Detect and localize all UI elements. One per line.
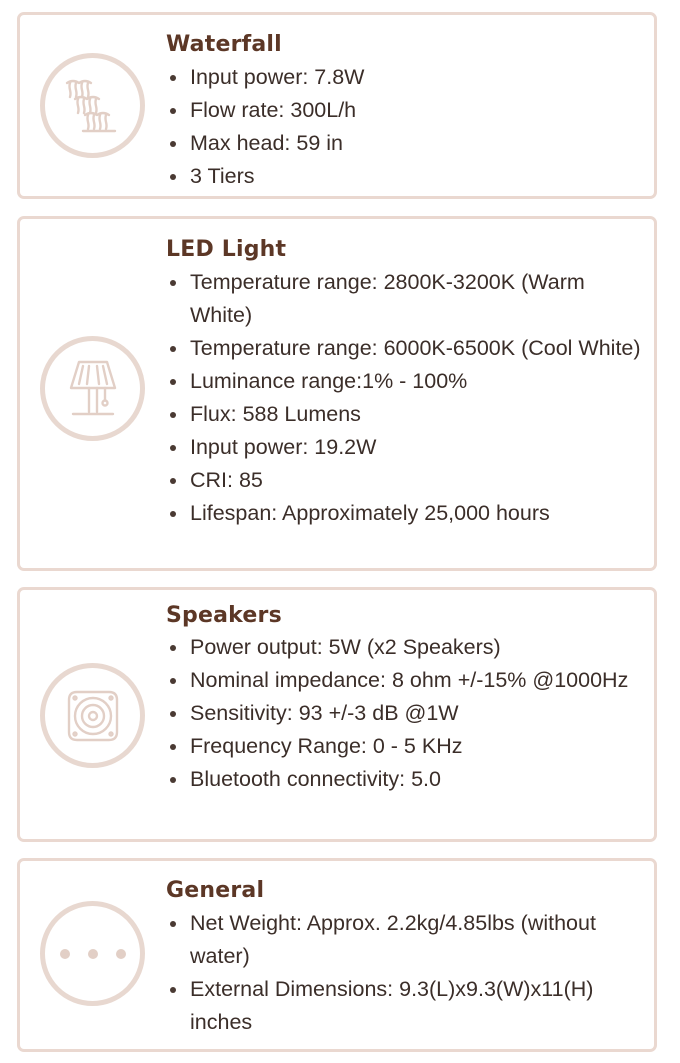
spec-item: Temperature range: 6000K-6500K (Cool White) — [166, 332, 644, 365]
spec-item: External Dimensions: 9.3(L)x9.3(W)x11(H) inches — [166, 973, 644, 1039]
more-icon — [40, 901, 145, 1006]
spec-list — [166, 266, 644, 530]
speakers-card — [17, 587, 657, 842]
section-title: LED Light — [166, 237, 287, 262]
led-light-card — [17, 216, 657, 571]
spec-item: 3 Tiers — [166, 160, 644, 193]
spec-list — [166, 907, 644, 1039]
spec-item: Sensitivity: 93 +/-3 dB @1W — [166, 697, 644, 730]
spec-item: Net Weight: Approx. 2.2kg/4.85lbs (without water) — [166, 907, 644, 973]
spec-item: Input power: 19.2W — [166, 431, 644, 464]
spec-item: CRI: 85 — [166, 464, 644, 497]
waterfall-card — [17, 12, 657, 199]
spec-item: Lifespan: Approximately 25,000 hours — [166, 497, 644, 530]
section-title: Waterfall — [166, 32, 282, 57]
section-title: General — [166, 878, 265, 903]
spec-item: Luminance range:1% - 100% — [166, 365, 644, 398]
spec-item: Flow rate: 300L/h — [166, 94, 644, 127]
spec-item: Max head: 59 in — [166, 127, 644, 160]
spec-item: Bluetooth connectivity: 5.0 — [166, 763, 644, 796]
spec-item: Frequency Range: 0 - 5 KHz — [166, 730, 644, 763]
spec-item: Power output: 5W (x2 Speakers) — [166, 631, 644, 664]
spec-item: Flux: 588 Lumens — [166, 398, 644, 431]
lamp-icon — [40, 336, 145, 441]
spec-list — [166, 631, 644, 796]
section-title: Speakers — [166, 603, 282, 628]
waterfall-icon — [40, 53, 145, 158]
spec-item: Nominal impedance: 8 ohm +/-15% @1000Hz — [166, 664, 644, 697]
spec-item: Temperature range: 2800K-3200K (Warm White) — [166, 266, 644, 332]
speaker-icon — [40, 663, 145, 768]
spec-item: Input power: 7.8W — [166, 61, 644, 94]
general-card — [17, 858, 657, 1052]
spec-list — [166, 61, 644, 193]
